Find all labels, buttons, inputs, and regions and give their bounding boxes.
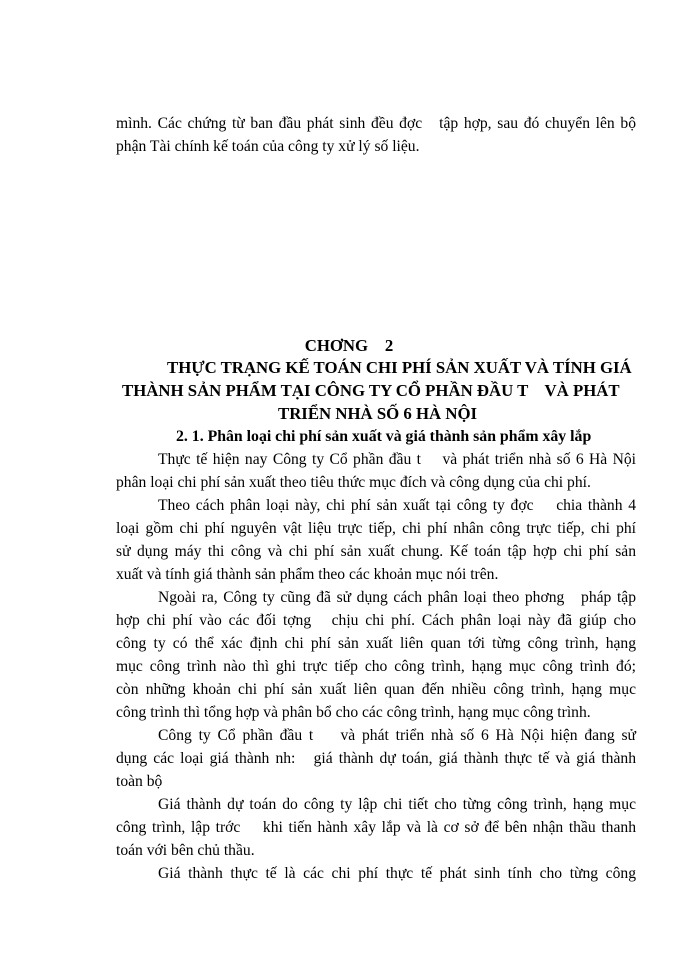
body-line: Theo cách phân loại này, chi phí sản xuất tại công ty đợc chia thành 4 xyxy=(158,497,636,514)
body-line: mình. Các chứng từ ban đầu phát sinh đều đợc tập hợp, sau đó chuyển lên bộ xyxy=(116,115,636,132)
body-line: sử dụng máy thi công và chi phí sản xuất chung. Kế toán tập hợp chi phí sản xyxy=(116,543,636,560)
body-line: mục công trình nào thì ghi trực tiếp cho công trình, hạng mục công trình đó; xyxy=(116,658,636,675)
body-line: Thực tế hiện nay Công ty Cổ phần đầu t và phát triển nhà số 6 Hà Nội xyxy=(158,451,636,468)
body-line: phận Tài chính kế toán của công ty xử lý số liệu. xyxy=(116,138,420,155)
chapter-number: CHƠNG 2 xyxy=(304,336,394,355)
body-line: công ty có thể xác định chi phí sản xuất liên quan tới từng công trình, hạng xyxy=(116,635,636,652)
body-line: Công ty Cổ phần đầu t và phát triển nhà số 6 Hà Nội hiện đang sử xyxy=(158,727,636,744)
body-line: dụng các loại giá thành nh: giá thành dự toán, giá thành thực tế và giá thành xyxy=(116,750,636,767)
body-line: Giá thành thực tế là các chi phí thực tế phát sinh tính cho từng công xyxy=(158,865,636,882)
body-line: hợp chi phí vào các đối tợng chịu chi phí. Cách phân loại này đã giúp cho xyxy=(116,612,636,629)
body-line: xuất và tính giá thành sản phẩm theo các khoản mục nói trên. xyxy=(116,566,499,583)
body-line: Giá thành dự toán do công ty lập chi tiết cho từng công trình, hạng mục xyxy=(158,796,636,813)
body-line: toàn bộ xyxy=(116,773,163,790)
body-line: công trình thì tổng hợp và phân bổ cho các công trình, hạng mục công trình. xyxy=(116,704,591,721)
body-line: phân loại chi phí sản xuất theo tiêu thức mục đích và công dụng của chi phí. xyxy=(116,474,591,491)
body-line: công trình, lập trớc khi tiến hành xây lắp và là cơ sở để bên nhận thầu thanh xyxy=(116,819,636,836)
body-line: Ngoài ra, Công ty cũng đã sử dụng cách phân loại theo phơng pháp tập xyxy=(158,589,636,606)
chapter-title-line-2: THÀNH SẢN PHẨM TẠI CÔNG TY CỔ PHẦN ĐẦU T VÀ PHÁT xyxy=(122,381,620,400)
body-line: toán với bên chủ thầu. xyxy=(116,842,255,859)
chapter-title-line-3: TRIỂN NHÀ SỐ 6 HÀ NỘI xyxy=(278,404,478,423)
section-heading: 2. 1. Phân loại chi phí sản xuất và giá thành sản phẩm xây lắp xyxy=(176,428,592,445)
body-line: loại gồm chi phí nguyên vật liệu trực tiếp, chi phí nhân công trực tiếp, chi phí xyxy=(116,520,636,537)
body-line: còn những khoản chi phí sản xuất liên quan đến nhiều công trình, hạng mục xyxy=(116,681,636,698)
chapter-title-line-1: THỰC TRẠNG KẾ TOÁN CHI PHÍ SẢN XUẤT VÀ TÍNH GIÁ xyxy=(167,358,632,377)
